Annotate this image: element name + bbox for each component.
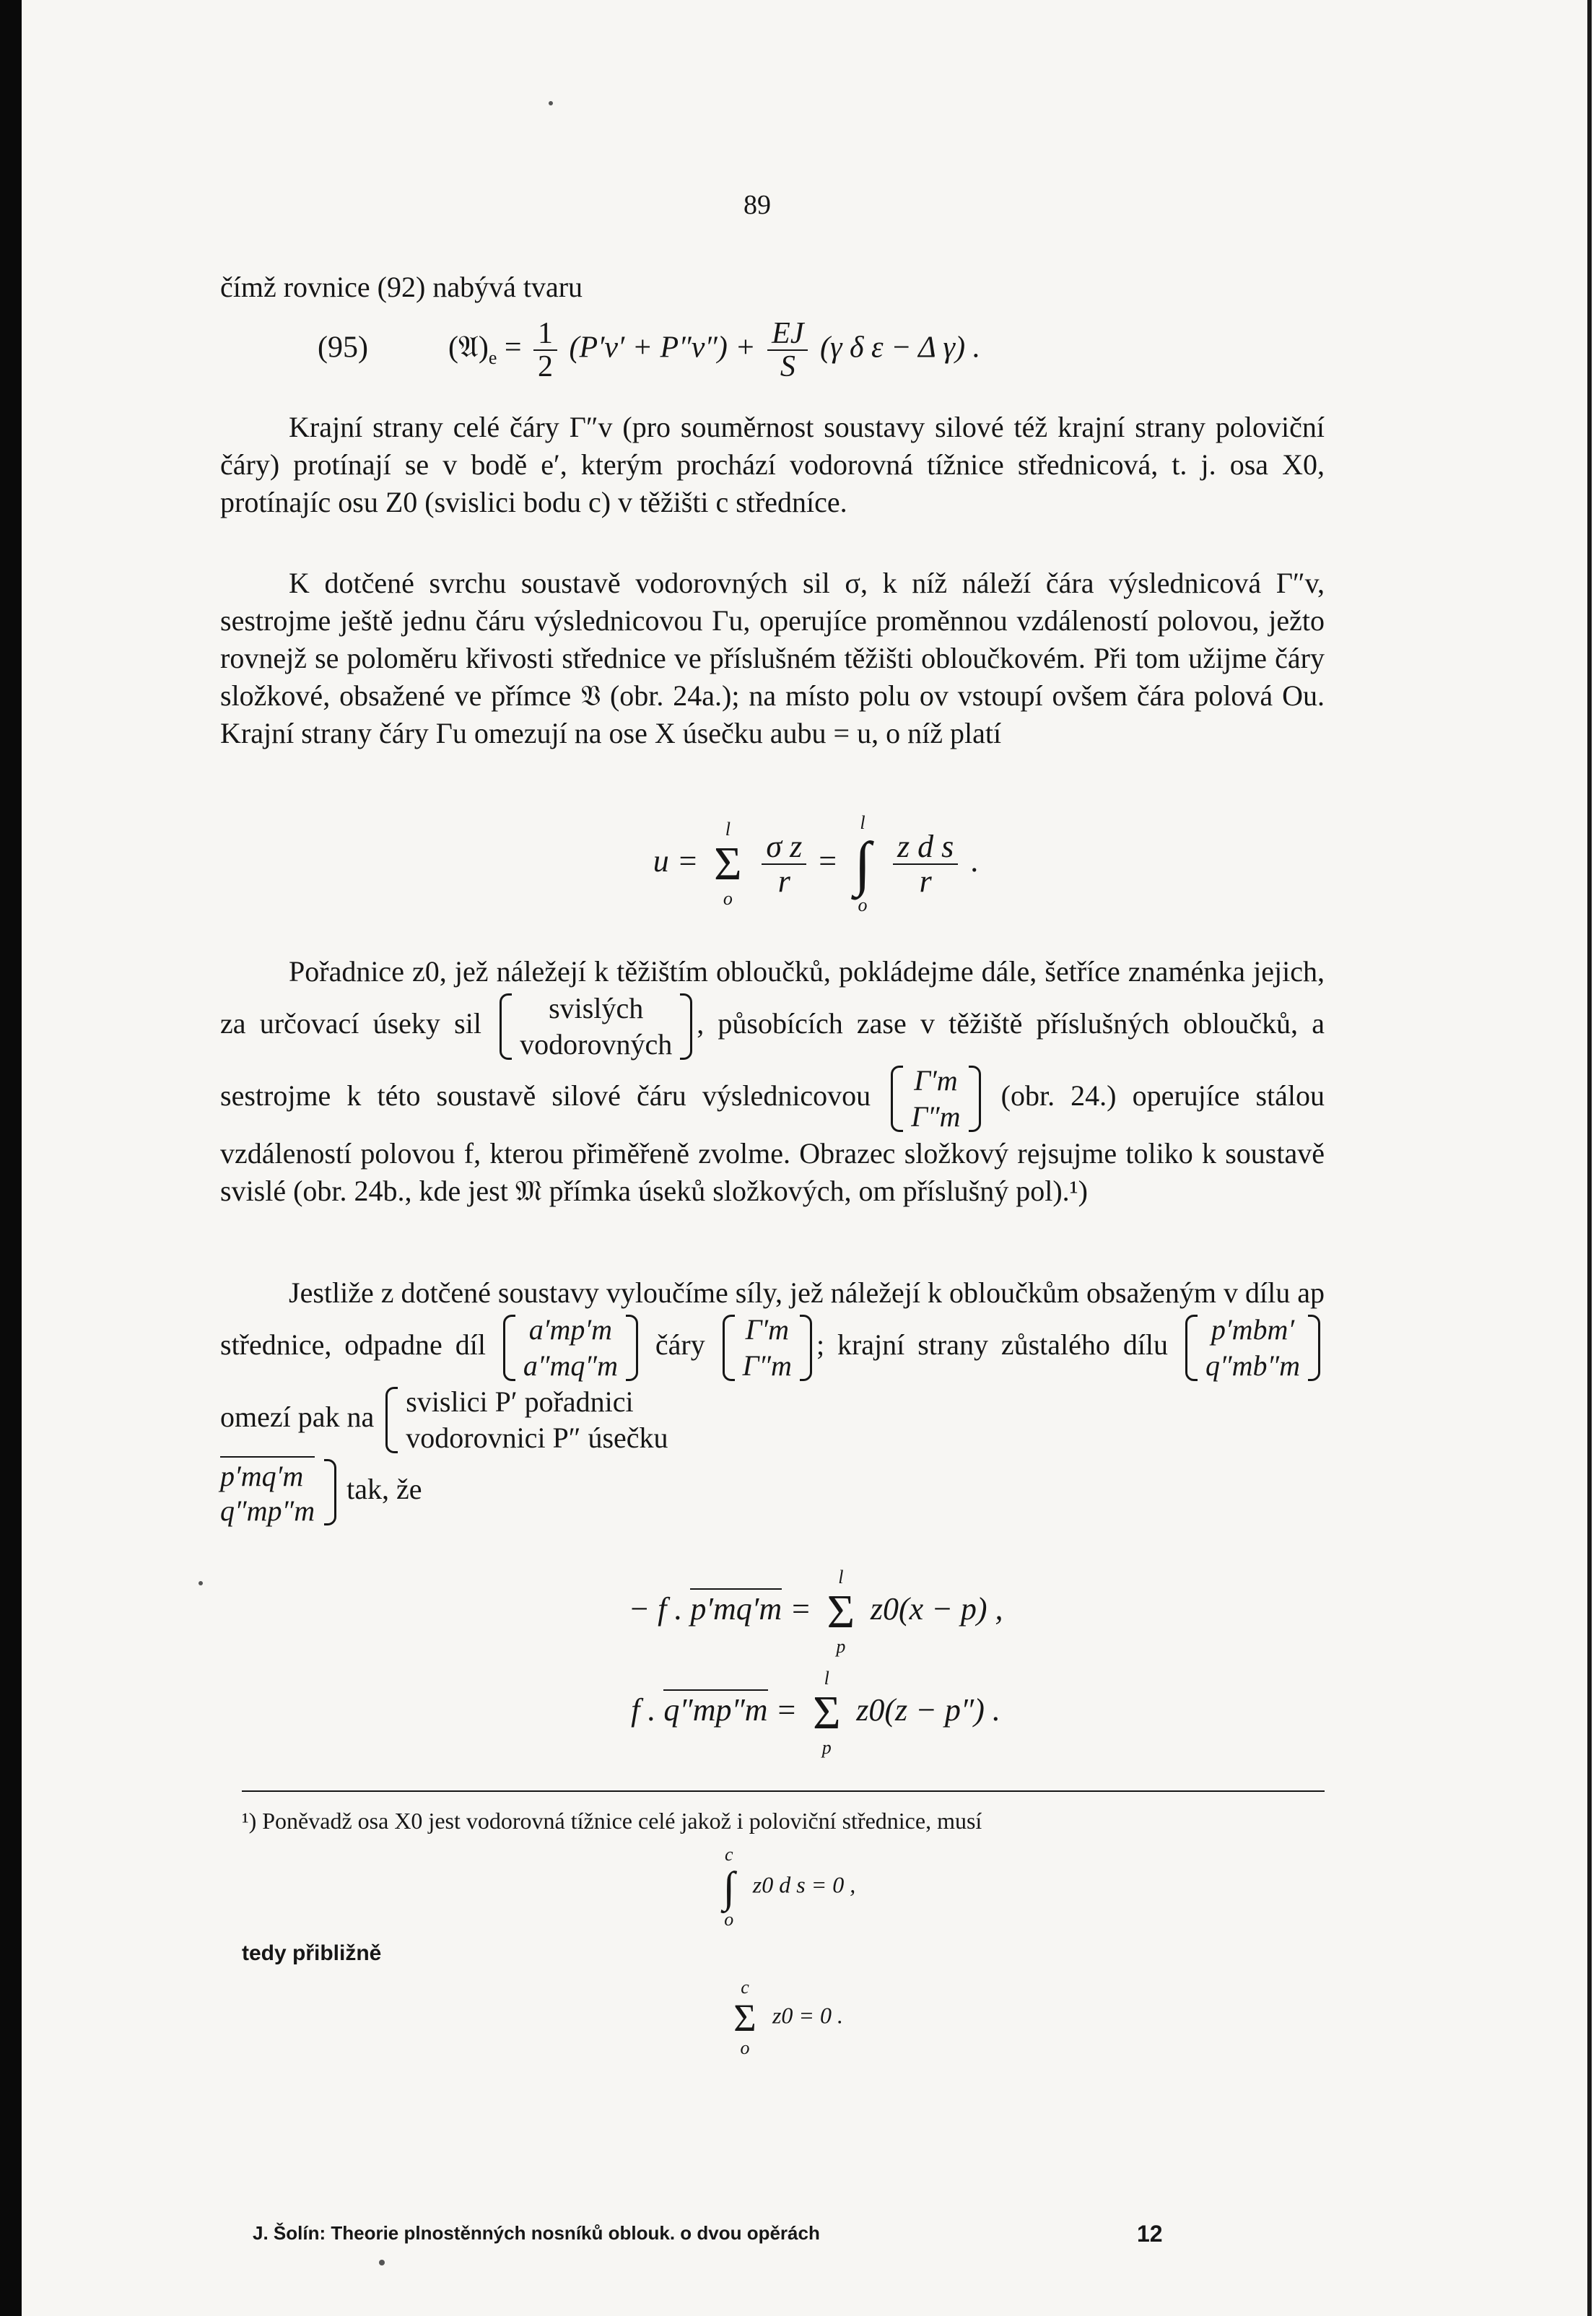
paragraph-2: K dotčené svrchu soustavě vodorovných sil σ, k níž náleží čára výslednicová Γ″v, sestrojme ještě jednu čáru výslednicovou Γu, operujíce proměnnou vzdáleností polovou, ježto rovnejž se poloměru křivosti střednice ve příslušném těžišti obloučkovém. Při tom užijme čáry složkové, obsažené ve přímce 𝔙 (obr. 24a.); na místo polu ov vstoupí ovšem čára polová Ou. Krajní strany čáry Γu omezují na ose X úsečku aubu = u, o níž platí: [220, 567, 1325, 749]
fn-integral-symbol: [711, 1844, 747, 1930]
para4-brace-pq: [220, 1456, 339, 1528]
approx-sign: =: [819, 843, 837, 879]
brace-item-qb: q″mb″m: [1205, 1349, 1301, 1382]
footnote-text: ¹) Poněvadž osa X0 jest vodorovná tížnice celé jakož i poloviční střednice, musí: [242, 1808, 982, 1834]
f1-lhs: − f .: [628, 1591, 683, 1627]
brace-item-horizontal-line: vodorovnici P″ úsečku: [406, 1422, 668, 1454]
fn-int-bottom: o: [724, 1909, 734, 1930]
sum-symbol: [706, 819, 749, 910]
brace-item-aqm: a″mq″m: [523, 1349, 618, 1382]
brace-item-gamma1: Γ′m: [745, 1313, 789, 1346]
frac1-den: r: [777, 863, 790, 899]
page-edge: [1587, 0, 1592, 2316]
f1-overline-term: p′mq′m: [690, 1588, 782, 1627]
eq-term2: (γ δ ε − Δ γ) .: [819, 331, 981, 365]
para4-brace-gamma: [718, 1312, 816, 1384]
f1-sum-bottom: p: [836, 1636, 846, 1657]
f1-sum-sign: Σ: [827, 1585, 855, 1638]
u-lhs: u =: [653, 843, 699, 879]
para3-text-c: (obr. 24.) operujíce stálou vzdáleností polovou f, kterou přiměřeně zvolme. Obrazec složkový rejsujme toliko k soustavě svislé (obr. 24b., kde jest 𝔐 přímka úseků složkových, om příslušný pol).¹): [220, 1079, 1325, 1207]
eq-lhs-sub: e: [488, 347, 497, 369]
brace-item-gamma1: Γ′m: [914, 1064, 958, 1097]
speck-mark: [549, 101, 553, 105]
brace-item-gamma2: Γ″m: [742, 1349, 792, 1382]
int-bottom: o: [858, 894, 868, 915]
f2-overline-term: q″mp″m: [663, 1689, 767, 1728]
eq-sign: =: [504, 331, 522, 365]
eq-term1: (P′v′ + P″v″) +: [569, 331, 756, 365]
ej-den: S: [780, 350, 795, 384]
paragraph-4: [220, 1274, 1325, 1528]
f1-sum-top: l: [838, 1567, 844, 1588]
frac1-num: σ z: [762, 830, 806, 865]
footnote-integral: [242, 1844, 1325, 1930]
half-den: 2: [538, 350, 554, 384]
frac2-num: z d s: [893, 830, 958, 865]
footnote-divider: [242, 1790, 1325, 1792]
int-top: l: [860, 812, 865, 833]
eq-lhs: (𝔄): [448, 331, 489, 365]
fn-int-top: c: [724, 1844, 733, 1865]
brace-item-pq: p′mq′m: [220, 1456, 315, 1494]
para4-brace-pb: [1181, 1312, 1325, 1384]
ej-fraction: [767, 318, 808, 383]
fn-sum-bottom: o: [740, 2037, 750, 2058]
ej-num: EJ: [767, 318, 808, 351]
speck-mark: [199, 1581, 203, 1585]
f2-eq: =: [775, 1692, 798, 1728]
fn-sum-symbol: [723, 1977, 767, 2059]
brace-item-gamma2: Γ″m: [911, 1100, 961, 1133]
int-sign: ∫: [854, 830, 871, 897]
footer-citation: J. Šolín: Theorie plnostěnných nosníků oblouk. o dvou opěrách: [253, 2222, 820, 2244]
f2-sum-bottom: p: [821, 1737, 832, 1758]
sigma-z-fraction: [762, 830, 806, 898]
para4-text-d: strany zůstalého dílu: [917, 1328, 1169, 1362]
f2-lhs: f .: [631, 1692, 656, 1728]
brace-item-vertical-line: svislici P′ pořadnici: [406, 1385, 634, 1418]
fn-sum-top: c: [741, 1977, 749, 1998]
f2-sum-top: l: [824, 1668, 829, 1689]
equation-u: [527, 812, 1104, 916]
book-spine: [0, 0, 22, 2316]
paragraph-3: [220, 953, 1325, 1210]
f2-sum-sign: Σ: [813, 1686, 841, 1739]
footnote-sum: [242, 1977, 1325, 2059]
fn-sum-sign: Σ: [733, 1996, 756, 2039]
f2-rhs: z0(z − p″) .: [856, 1692, 1000, 1728]
half-fraction: [533, 318, 557, 383]
equation-f1: [527, 1567, 1104, 1658]
sum-sign: Σ: [714, 837, 742, 890]
integral-symbol: [845, 812, 881, 916]
speck-mark: [379, 2260, 385, 2265]
half-num: 1: [533, 318, 557, 351]
equation-f2: [527, 1668, 1104, 1759]
footnote: [242, 1805, 1325, 2059]
brace-item-apm: a′mp′m: [528, 1313, 613, 1346]
equation-95: [318, 318, 1328, 383]
page-number: 89: [744, 190, 771, 220]
intro-line: čímž rovnice (92) nabývá tvaru: [220, 271, 583, 303]
footnote-approx-label: tedy přibližně: [242, 1941, 382, 1965]
frac2-den: r: [919, 863, 932, 899]
sum-top: l: [725, 819, 731, 840]
brace-item-vertical: svislých: [549, 992, 644, 1024]
para4-text-e: omezí pak na: [220, 1401, 375, 1434]
footer-signature: 12: [1137, 2221, 1163, 2247]
f2-sum: [805, 1668, 848, 1759]
brace-item-horizontal: vodorovných: [520, 1028, 673, 1061]
fn-int-sign: ∫: [723, 1863, 735, 1911]
fn-sum-body: z0 = 0 .: [772, 2002, 844, 2029]
u-end: .: [970, 843, 979, 879]
para3-brace-gamma: [886, 1063, 985, 1135]
fn-int-body: z0 d s = 0 ,: [752, 1871, 856, 1898]
equation-label: (95): [318, 331, 368, 365]
brace-item-qp: q″mp″m: [220, 1494, 315, 1527]
para3-brace-forces: [495, 991, 697, 1063]
sum-bottom: o: [723, 888, 733, 909]
f1-rhs: z0(x − p) ,: [870, 1591, 1003, 1627]
para4-text-b: čáry: [655, 1328, 705, 1362]
para4-brace-ap: [499, 1312, 642, 1384]
brace-item-pb: p′mbm′: [1211, 1313, 1295, 1346]
para4-text-a: Jestliže z dotčené soustavy vyloučíme síly, jež náležejí k obloučkům obsaženým v dílu ap střednice, odpadne díl: [220, 1276, 1325, 1362]
para3-text-b: , působících zase v těžiště příslušných obloučků, a sestrojme k této soustavě silové čáru výslednicovou: [220, 1007, 1325, 1113]
para4-text-c: ; krajní: [816, 1328, 905, 1362]
document-page: [22, 0, 1592, 2316]
para4-brace-lines: [381, 1384, 668, 1456]
f1-sum: [819, 1567, 863, 1658]
para4-text-f: tak, že: [346, 1473, 422, 1506]
paragraph-1: Krajní strany celé čáry Γ″v (pro souměrnost soustavy silové též krajní strany poloviční čáry) protínají se v bodě e′, kterým prochází vodorovná tížnice střednicová, t. j. osa X0, protínajíc osu Z0 (svislici bodu c) v těžišti c středníce.: [220, 411, 1325, 518]
f1-eq: =: [790, 1591, 811, 1627]
para3-text-a: Pořadnice z0, jež náležejí k těžištím obloučků, pokládejme dále, šetříce znaménka jejich, za určovací úseky sil: [220, 955, 1325, 1040]
zds-fraction: [893, 830, 958, 898]
